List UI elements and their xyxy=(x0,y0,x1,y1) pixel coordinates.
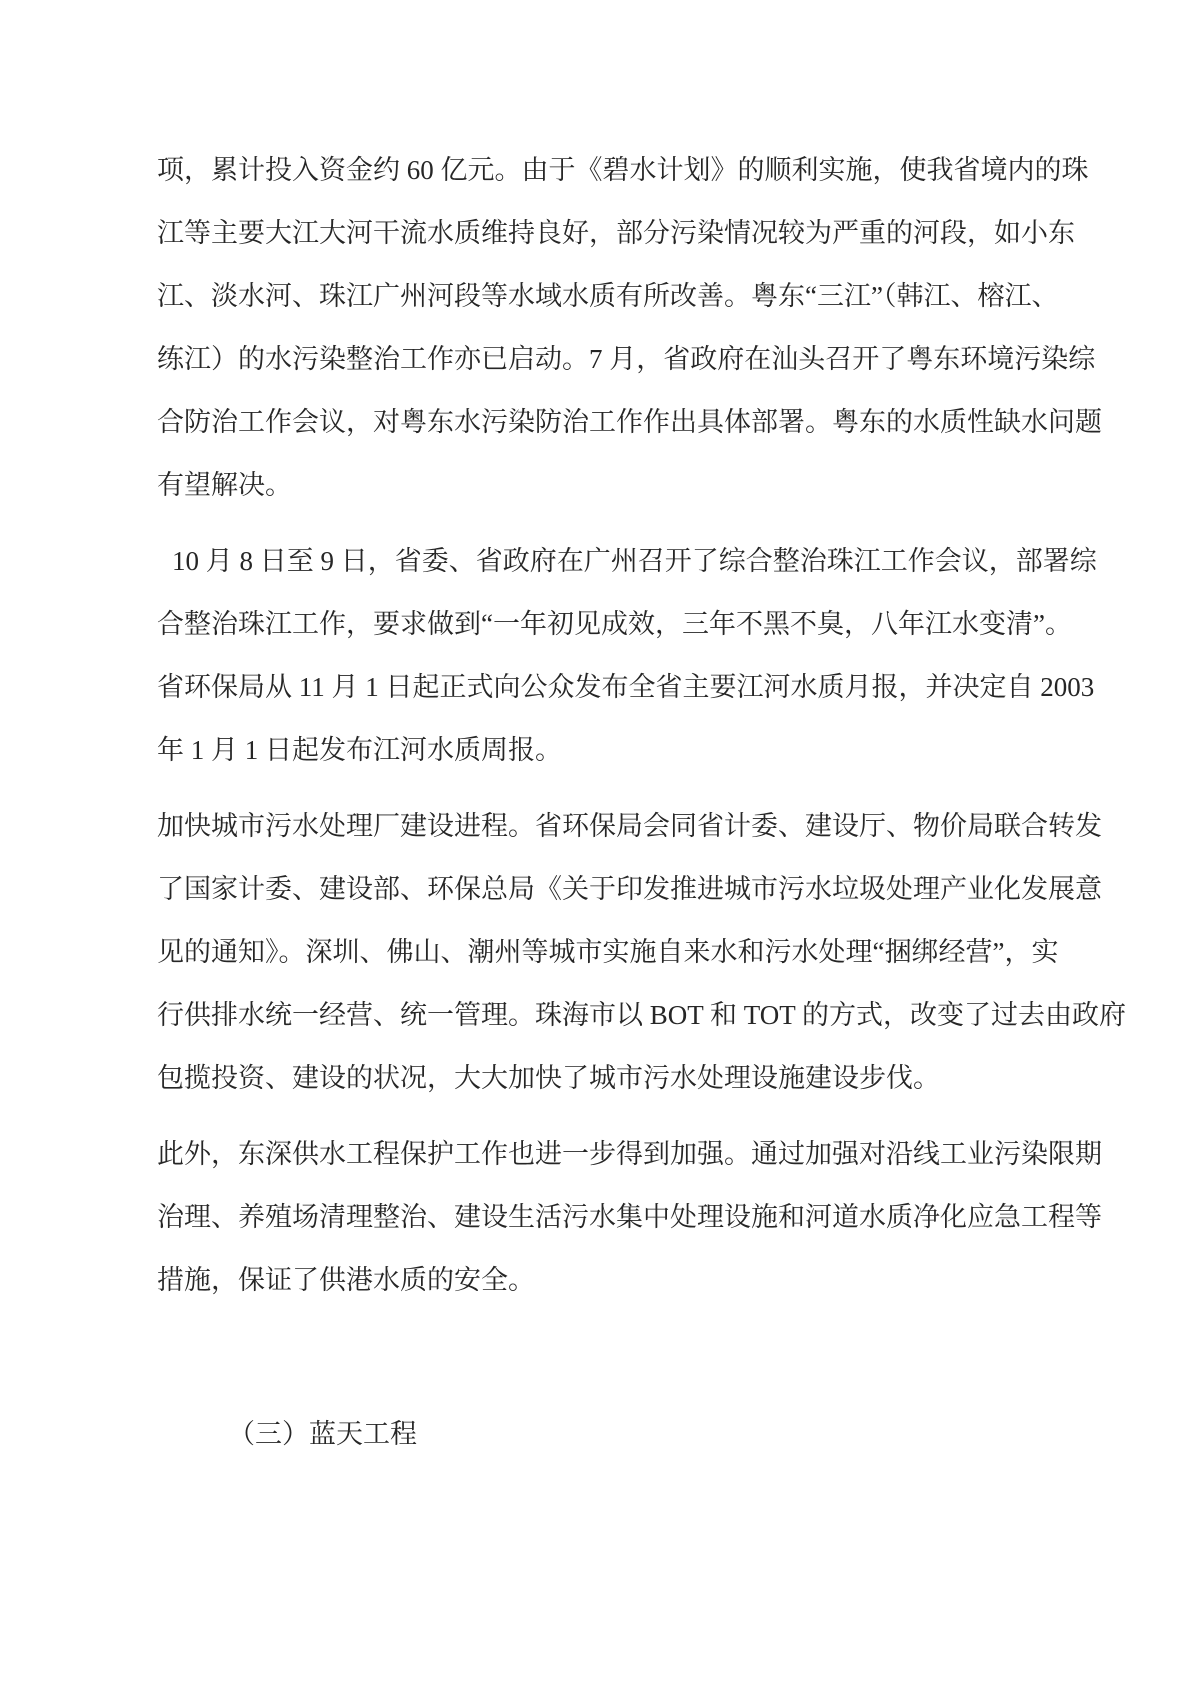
paragraph-2 xyxy=(157,530,1097,782)
text-line: 包揽投资、建设的状况，大大加快了城市污水处理设施建设步伐。 xyxy=(157,1063,940,1093)
text-line: 措施，保证了供港水质的安全。 xyxy=(157,1265,535,1295)
text-line: 项，累计投入资金约 60 亿元。由于《碧水计划》的顺利实施，使我省境内的珠 xyxy=(157,155,1089,185)
section-heading: （三）蓝天工程 xyxy=(228,1419,417,1449)
text-line: 练江）的水污染整治工作亦已启动。7 月，省政府在汕头召开了粤东环境污染综 xyxy=(157,344,1096,374)
text-line: 有望解决。 xyxy=(157,470,292,500)
text-line: 此外，东深供水工程保护工作也进一步得到加强。通过加强对沿线工业污染限期 xyxy=(157,1139,1102,1169)
text-line: 10 月 8 日至 9 日，省委、省政府在广州召开了综合整治珠江工作会议，部署综 xyxy=(172,546,1097,576)
text-line: 江等主要大江大河干流水质维持良好，部分污染情况较为严重的河段，如小东 xyxy=(157,218,1075,248)
text-line: 江、淡水河、珠江广州河段等水域水质有所改善。粤东“三江”（韩江、榕江、 xyxy=(157,281,1059,311)
document-body xyxy=(157,139,1127,1466)
text-line: 加快城市污水处理厂建设进程。省环保局会同省计委、建设厅、物价局联合转发 xyxy=(157,811,1102,841)
text-line: 了国家计委、建设部、环保总局《关于印发推进城市污水垃圾处理产业化发展意 xyxy=(157,874,1102,904)
text-line: 省环保局从 11 月 1 日起正式向公众发布全省主要江河水质月报，并决定自 2003 xyxy=(157,672,1095,702)
text-line: 治理、养殖场清理整治、建设生活污水集中处理设施和河道水质净化应急工程等 xyxy=(157,1202,1102,1232)
text-line: 见的通知》。深圳、佛山、潮州等城市实施自来水和污水处理“捆绑经营”，实 xyxy=(157,937,1059,967)
paragraph-1 xyxy=(157,139,1102,517)
text-line: 行供排水统一经营、统一管理。珠海市以 BOT 和 TOT 的方式，改变了过去由政府 xyxy=(157,1000,1127,1030)
text-line: 年 1 月 1 日起发布江河水质周报。 xyxy=(157,735,562,765)
text-line: 合整治珠江工作，要求做到“一年初见成效，三年不黑不臭，八年江水变清”。 xyxy=(157,609,1072,639)
paragraph-3 xyxy=(157,795,1127,1110)
text-line: 合防治工作会议，对粤东水污染防治工作作出具体部署。粤东的水质性缺水问题 xyxy=(157,407,1102,437)
paragraph-4 xyxy=(157,1123,1102,1312)
